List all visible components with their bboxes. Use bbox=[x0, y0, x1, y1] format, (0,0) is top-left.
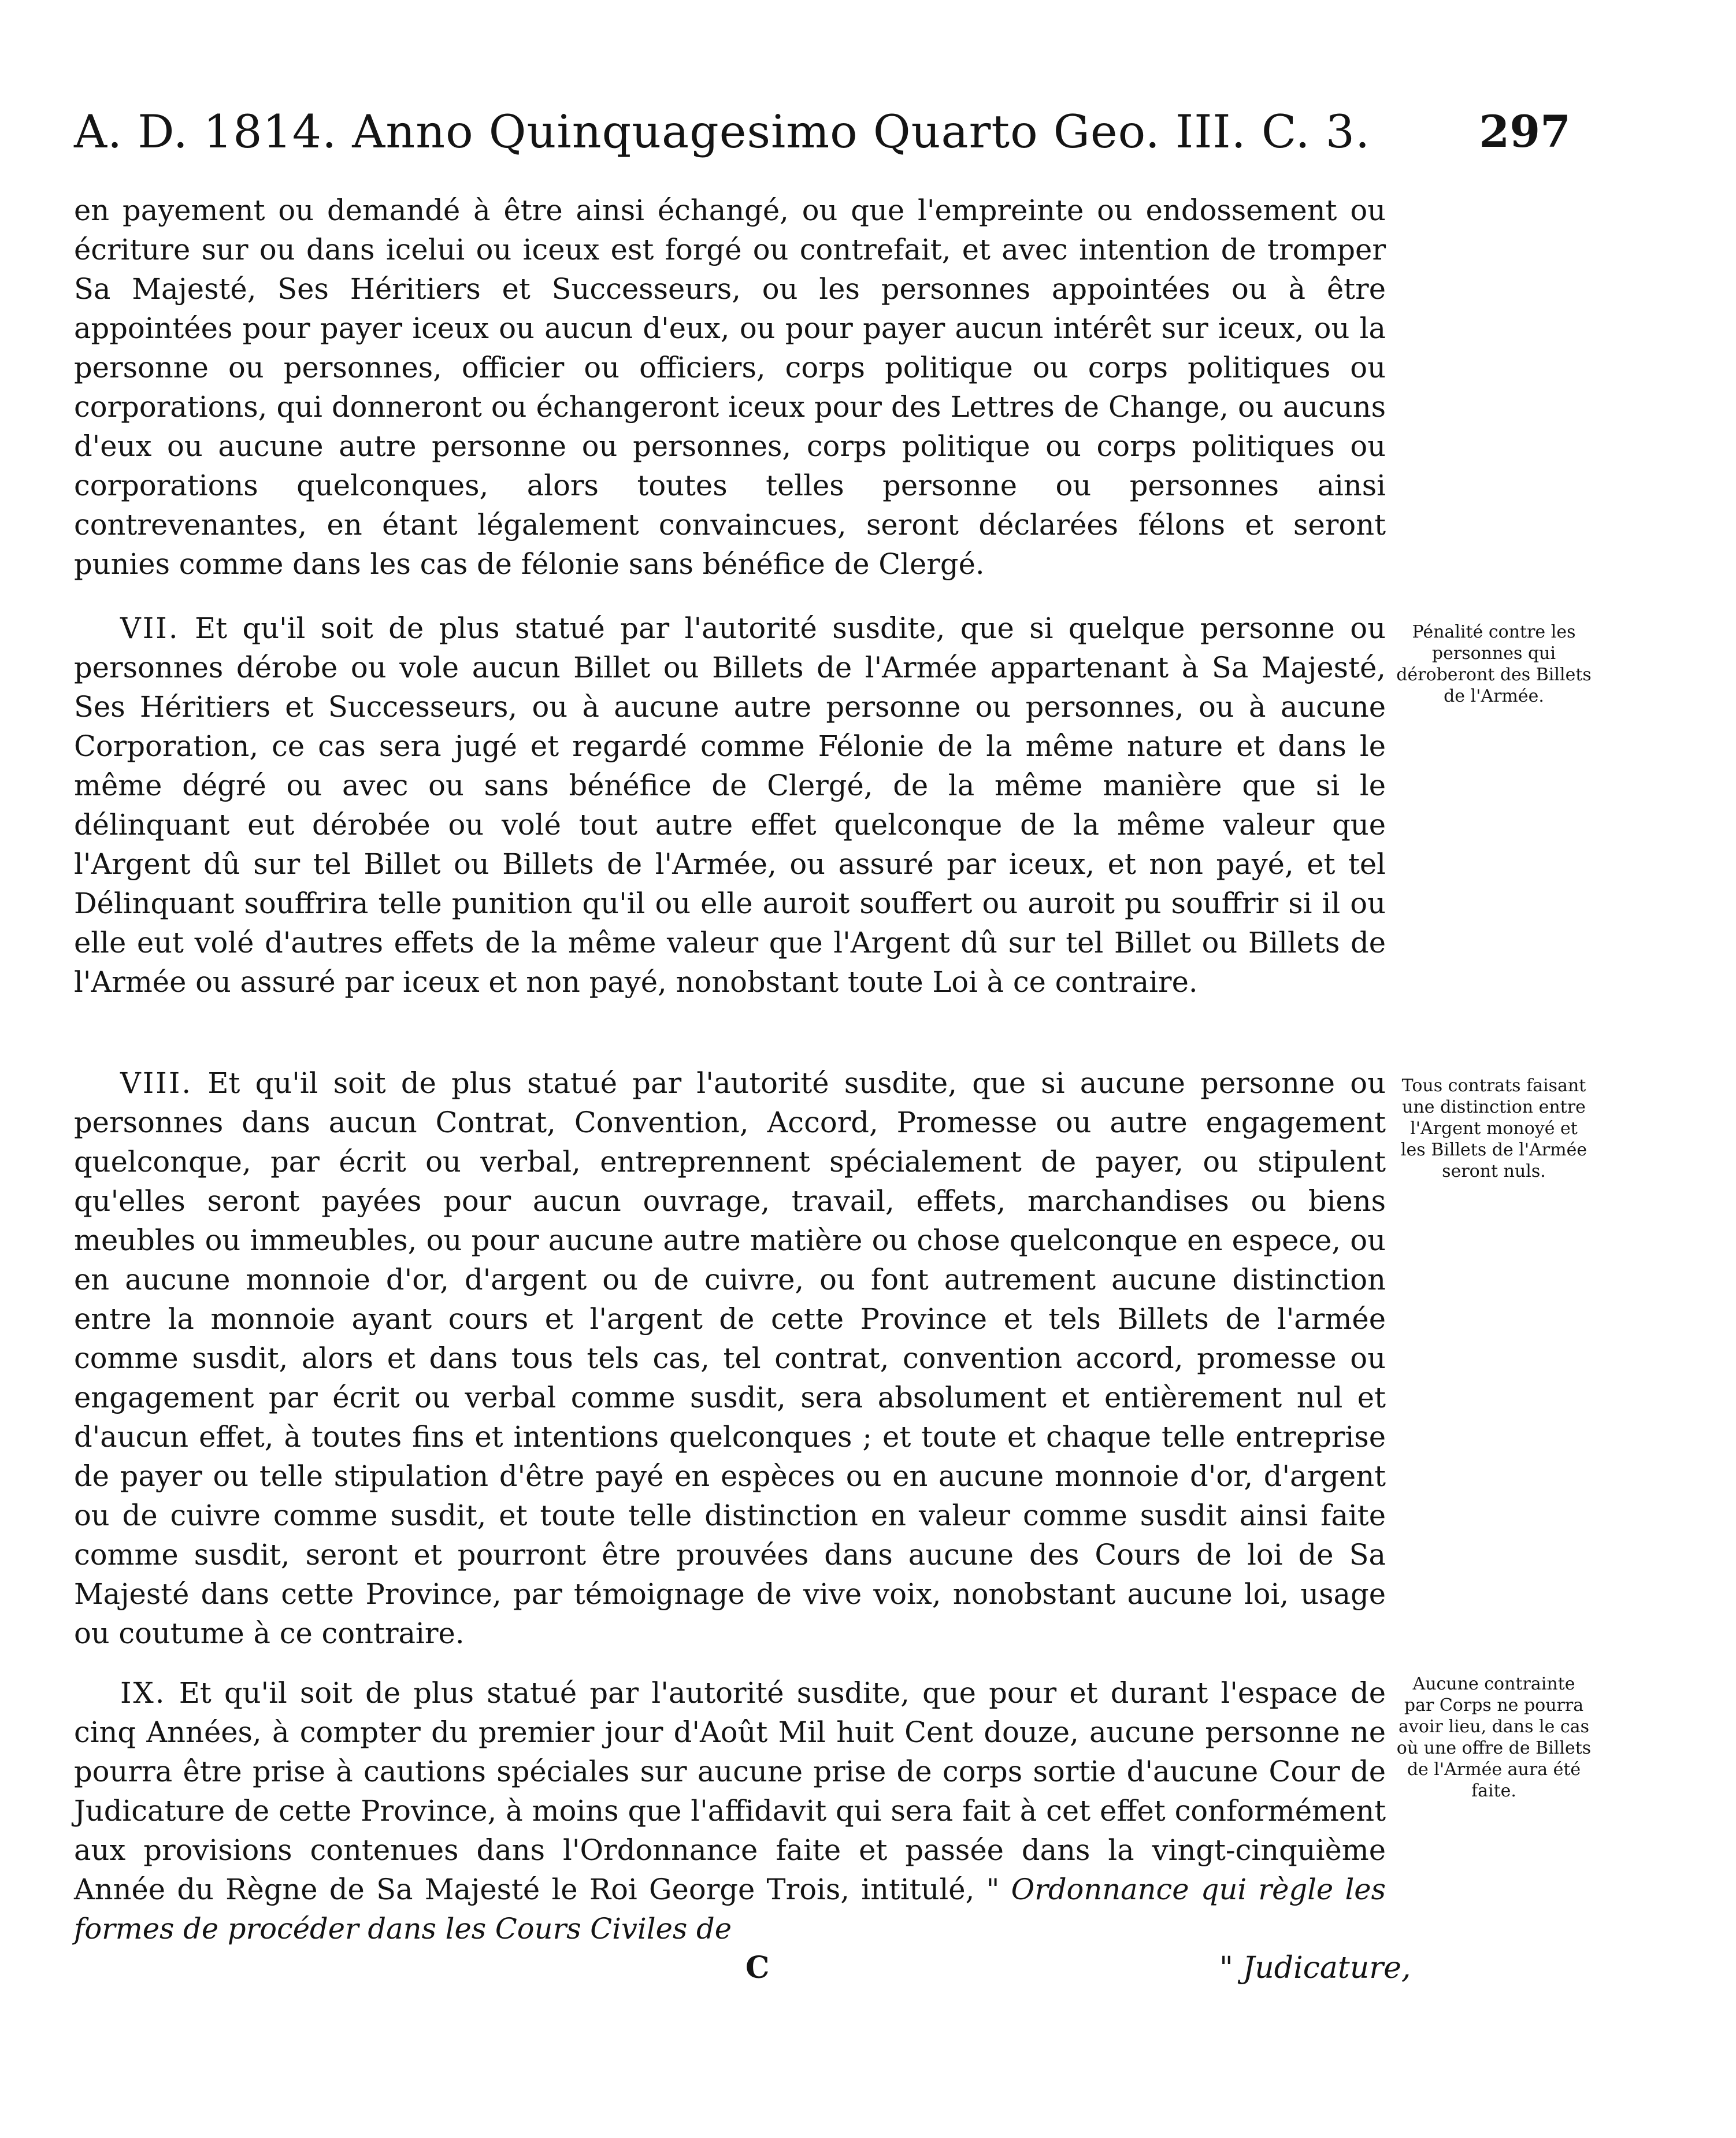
section-text: Et qu'il soit de plus statué par l'autorité susdite, que si quelque personne ou personnes dérobe ou vole aucun Billet ou Billets de l'Armée appartenant à Sa Majesté, Ses Héritiers et Successeurs, ou à aucune autre personne ou personnes, ou à aucune Corporation, ce cas sera jugé et regardé comme Félonie de la même nature et dans le même dégré ou avec ou sans bénéfice de Clergé, de la même manière que si le délinquant eut dérobée ou volé tout autre effet quelconque de la même valeur que l'Argent dû sur tel Billet ou Billets de l'Armée, ou assuré par iceux, et non payé, et tel Délinquant souffrira telle punition qu'il ou elle auroit souffert ou auroit pu souffrir si il ou elle eut volé d'autres effets de la même valeur que l'Argent dû sur tel Billet ou Billets de l'Armée ou assuré par iceux et non payé, nonobstant toute Loi à ce contraire. bbox=[74, 612, 1386, 999]
margin-note-viii: Tous contrats faisant une distinction entre l'Argent monoyé et les Billets de l'Armée seront nuls. bbox=[1400, 1076, 1587, 1181]
margin-note-ix: Aucune contrainte par Corps ne pourra avoir lieu, dans le cas où une offre de Billets de l'Armée aura été faite. bbox=[1396, 1674, 1592, 1801]
section-text: Et qu'il soit de plus statué par l'autorité susdite, que si aucune personne ou personnes dans aucun Contrat, Convention, Accord, Promesse ou autre engagement quelconque, par écrit ou verbal, entreprennent spécialement de payer, ou stipulent qu'elles seront payées pour aucun ouvrage, travail, effets, marchandises ou biens meubles ou immeubles, ou pour aucune autre matière ou chose quelconque en espece, ou en aucune monnoie d'or, d'argent ou de cuivre, ou font autrement aucune distinction entre la monnoie ayant cours et l'argent de cette Province et tels Billets de l'armée comme susdit, alors et dans tous tels cas, tel contrat, convention accord, promesse ou engagement par écrit ou verbal comme susdit, sera absolument et entièrement nul et d'aucun effet, à toutes fins et intentions quelconques ; et toute et chaque telle entreprise de payer ou telle stipulation d'être payé en espèces ou en aucune monnoie d'or, d'argent ou de cuivre comme susdit, et toute telle distinction en valeur comme susdit ainsi faite comme susdit, seront et pourront être prouvées dans aucune des Cours de loi de Sa Majesté dans cette Province, par témoignage de vive voix, nonobstant aucune loi, usage ou coutume à ce contraire. bbox=[74, 1066, 1386, 1650]
paragraph-continued bbox=[74, 191, 1386, 584]
section-viii bbox=[74, 1064, 1386, 1653]
catchword: " Judicature, bbox=[1219, 1951, 1411, 1985]
section-vii bbox=[74, 609, 1386, 1002]
page-number: 297 bbox=[1479, 106, 1571, 157]
section-number: IX. bbox=[120, 1676, 166, 1710]
section-number: VIII. bbox=[120, 1066, 193, 1100]
section-ix bbox=[74, 1673, 1386, 1948]
section-number: VII. bbox=[120, 612, 180, 645]
ordinance-title-italic: " Ordonnance qui règle les formes de procéder dans les Cours Civiles de bbox=[74, 1873, 1386, 1946]
header-title: A. D. 1814. Anno Quinquagesimo Quarto Geo. III. C. 3. bbox=[74, 105, 1371, 158]
paragraph-text: en payement ou demandé à être ainsi échangé, ou que l'empreinte ou endossement ou écriture sur ou dans icelui ou iceux est forgé ou contrefait, et avec intention de tromper Sa Majesté, Ses Héritiers et Successeurs, ou les personnes appointées ou à être appointées pour payer iceux ou aucun d'eux, ou pour payer aucun intérêt sur iceux, ou la personne ou personnes, officier ou officiers, corps politique ou corps politiques ou corporations, qui donneront ou échangeront iceux pour des Lettres de Change, ou aucuns d'eux ou aucune autre personne ou personnes, corps politique ou corps politiques ou corporations quelconques, alors toutes telles personne ou personnes ainsi contrevenantes, en étant légalement convaincues, seront déclarées félons et seront punies comme dans les cas de félonie sans bénéfice de Clergé. bbox=[74, 194, 1386, 581]
running-header bbox=[74, 97, 1571, 166]
margin-note-vii: Pénalité contre les personnes qui déroberont des Billets de l'Armée. bbox=[1396, 622, 1592, 706]
signature-mark: C bbox=[745, 1950, 770, 1985]
section-text: Et qu'il soit de plus statué par l'autorité susdite, que pour et durant l'espace de cinq Années, à compter du premier jour d'Août Mil huit Cent douze, aucune personne ne pourra être prise à cautions spéciales sur aucune prise de corps sortie d'aucune Cour de Judicature de cette Province, à moins que l'affidavit qui sera fait à cet effet conformément aux provisions contenues dans l'Ordonnance faite et passée dans la vingt-cinquième Année du Règne de Sa Majesté le Roi George Trois, intitulé, bbox=[74, 1676, 1386, 1906]
